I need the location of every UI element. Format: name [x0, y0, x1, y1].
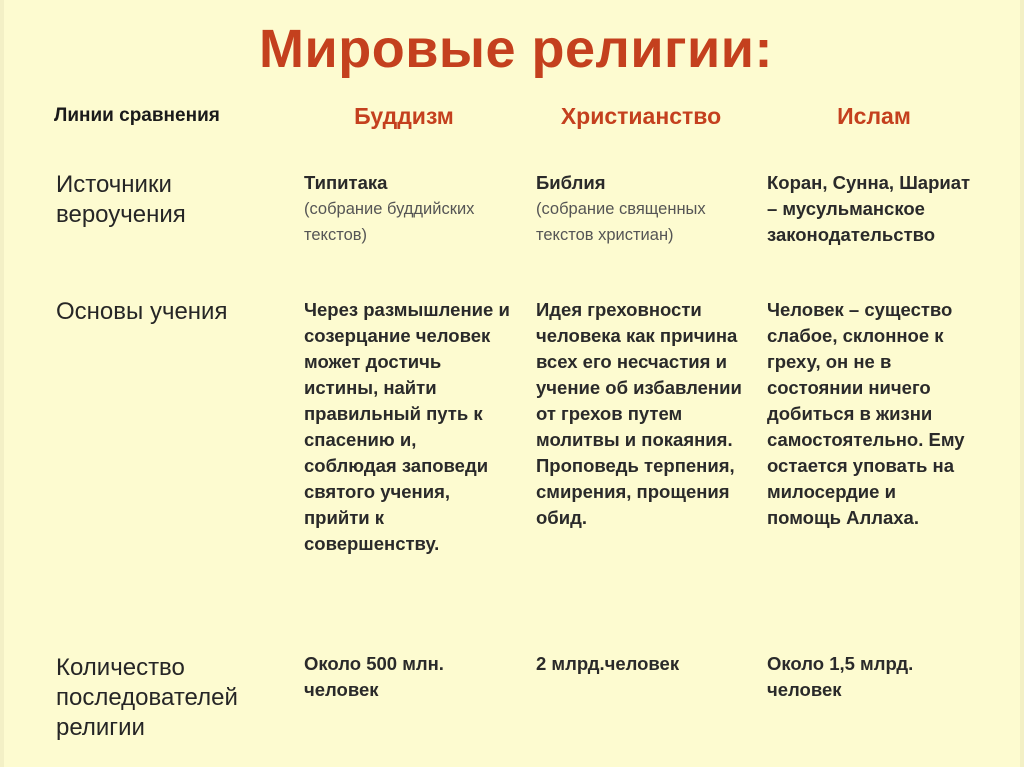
slide-title: Мировые религии: [259, 19, 773, 79]
cell-main: Около 1,5 млрд. человек [767, 653, 914, 700]
cell-main: Идея греховности человека как причина всех его несчастия и учение об избавлении от грехов путем молитвы и покаяния. Проповедь терпения, смирения, прощения обид. [536, 299, 742, 528]
cell-note: (собрание буддийских текстов) [304, 200, 475, 244]
header-islam: Ислам [837, 103, 911, 129]
cell-main: Коран, Сунна, Шариат – мусульманское законодательство [767, 172, 971, 245]
cell-main: Человек – существо слабое, склонное к греху, он не в состоянии ничего добиться в жизни самостоятельно. Ему остается уповать на милосердие и помощь Аллаха. [767, 299, 965, 528]
criterion-followers: Количество последователей религии [56, 654, 238, 741]
cell-buddhism-followers [304, 651, 504, 703]
header-christianity: Христианство [560, 103, 722, 129]
cell-islam-followers [767, 651, 972, 703]
cell-main: Типитака [304, 172, 388, 193]
cell-main: Около 500 млн. человек [304, 653, 444, 700]
header-buddhism: Буддизм [354, 103, 454, 129]
cell-islam-teachings [767, 297, 972, 531]
criterion-sources: Источники вероучения [56, 171, 186, 228]
cell-buddhism-teachings [304, 297, 514, 557]
criterion-teachings: Основы учения [56, 298, 228, 325]
cell-main: Библия [536, 172, 606, 193]
cell-main: Через размышление и созерцание человек может достичь истины, найти правильный путь к спасению и, соблюдая заповеди святого учения, прийти к совершенству. [304, 299, 510, 554]
cell-main: 2 млрд.человек [536, 653, 680, 674]
cell-islam-sources [767, 170, 972, 248]
cell-christianity-followers [536, 651, 758, 677]
header-criteria: Линии сравнения [54, 105, 220, 126]
cell-note: (собрание священных текстов христиан) [536, 200, 706, 244]
cell-christianity-teachings [536, 297, 751, 531]
cell-christianity-sources [536, 170, 758, 248]
cell-buddhism-sources [304, 170, 526, 248]
